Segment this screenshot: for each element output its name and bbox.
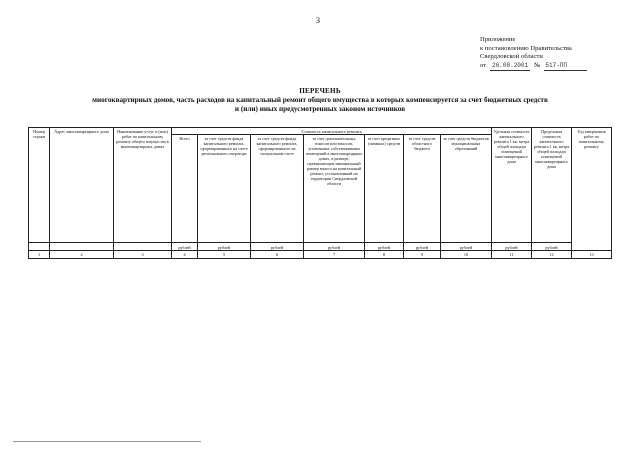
header-cost-group: Стоимость капитального ремонта <box>172 128 492 135</box>
unit-cell: рублей <box>304 243 365 251</box>
header-completion-year: Год завершения работ по капитальному ремонту <box>572 128 612 251</box>
header-municipal-budget: за счет средств бюджетов муниципальных образований <box>441 135 492 243</box>
number-prefix: № <box>534 61 541 69</box>
unit-cell-empty <box>114 243 172 251</box>
column-number: 6 <box>251 251 304 259</box>
appendix-line-1: Приложение <box>480 36 516 43</box>
unit-cell: рублей <box>172 243 198 251</box>
column-number: 10 <box>441 251 492 259</box>
unit-cell-empty <box>29 243 50 251</box>
decree-date: 26.08.2001 <box>490 62 530 72</box>
header-max-cost: Предельная стоимость капитального ремонта 1 кв. метра общей площади помещений многоквартирного дома <box>532 128 572 243</box>
header-regional-budget: за счет средств областного бюджета <box>404 135 441 243</box>
unit-cell: рублей <box>532 243 572 251</box>
header-address: Адрес многоквартирного дома <box>50 128 114 243</box>
appendix-date-line <box>480 62 587 72</box>
appendix-line-3: Свердловской области <box>480 53 543 61</box>
column-numbers-row <box>29 251 612 259</box>
header-row-no: Номер строки <box>29 128 50 243</box>
title-heading: ПЕРЕЧЕНЬ <box>299 87 341 95</box>
title-line-1: многоквартирных домов, часть расходов на капитальный ремонт общего имущества в которых компенсируется за счет бюджетных средств <box>92 96 548 105</box>
unit-cell: рублей <box>492 243 532 251</box>
header-additional: за счет дополнительных взносов или взносов, уплаченных собственниками помещений в многоквартирных домах, в размере, превышающем минимальный размер взноса на капитальный ремонт, установленный на территории Свердловской области <box>304 135 365 243</box>
column-number: 13 <box>572 251 612 259</box>
header-row-1 <box>29 128 612 135</box>
header-fund-regional: за счет средств фонда капитального ремонта, сформированного на счете регионального оператора <box>198 135 251 243</box>
header-fund-special: за счет средств фонда капитального ремонта, сформированного на специальном счете <box>251 135 304 243</box>
units-row <box>29 243 612 251</box>
unit-cell: рублей <box>404 243 441 251</box>
column-number: 11 <box>492 251 532 259</box>
header-unit-cost: Удельная стоимость капитального ремонта 1 кв. метра общей площади помещений многоквартирного дома <box>492 128 532 243</box>
date-prefix: от <box>480 61 487 69</box>
document-title <box>0 87 640 115</box>
unit-cell: рублей <box>441 243 492 251</box>
header-work-name: Наименование услуг и (или) работ по капитальному ремонту общего имущества в многоквартирных домах <box>114 128 172 243</box>
page-number: 3 <box>316 16 320 25</box>
column-number: 8 <box>365 251 404 259</box>
column-number: 1 <box>29 251 50 259</box>
title-line-2: и (или) иных предусмотренных законом источников <box>234 105 406 114</box>
column-number: 3 <box>114 251 172 259</box>
unit-cell-empty <box>50 243 114 251</box>
decree-number: 517-ПП <box>544 62 587 72</box>
unit-cell: рублей <box>198 243 251 251</box>
column-number: 7 <box>304 251 365 259</box>
footnote-divider <box>13 441 201 442</box>
column-number: 5 <box>198 251 251 259</box>
column-number: 9 <box>404 251 441 259</box>
column-number: 12 <box>532 251 572 259</box>
column-number: 4 <box>172 251 198 259</box>
houses-table <box>28 127 612 259</box>
column-number: 2 <box>50 251 114 259</box>
appendix-line-2: к постановлению Правительства <box>480 44 572 52</box>
unit-cell: рублей <box>251 243 304 251</box>
header-credit: за счет кредитных (заемных) средств <box>365 135 404 243</box>
header-total: Всего <box>172 135 198 243</box>
appendix-block <box>480 36 587 71</box>
unit-cell: рублей <box>365 243 404 251</box>
